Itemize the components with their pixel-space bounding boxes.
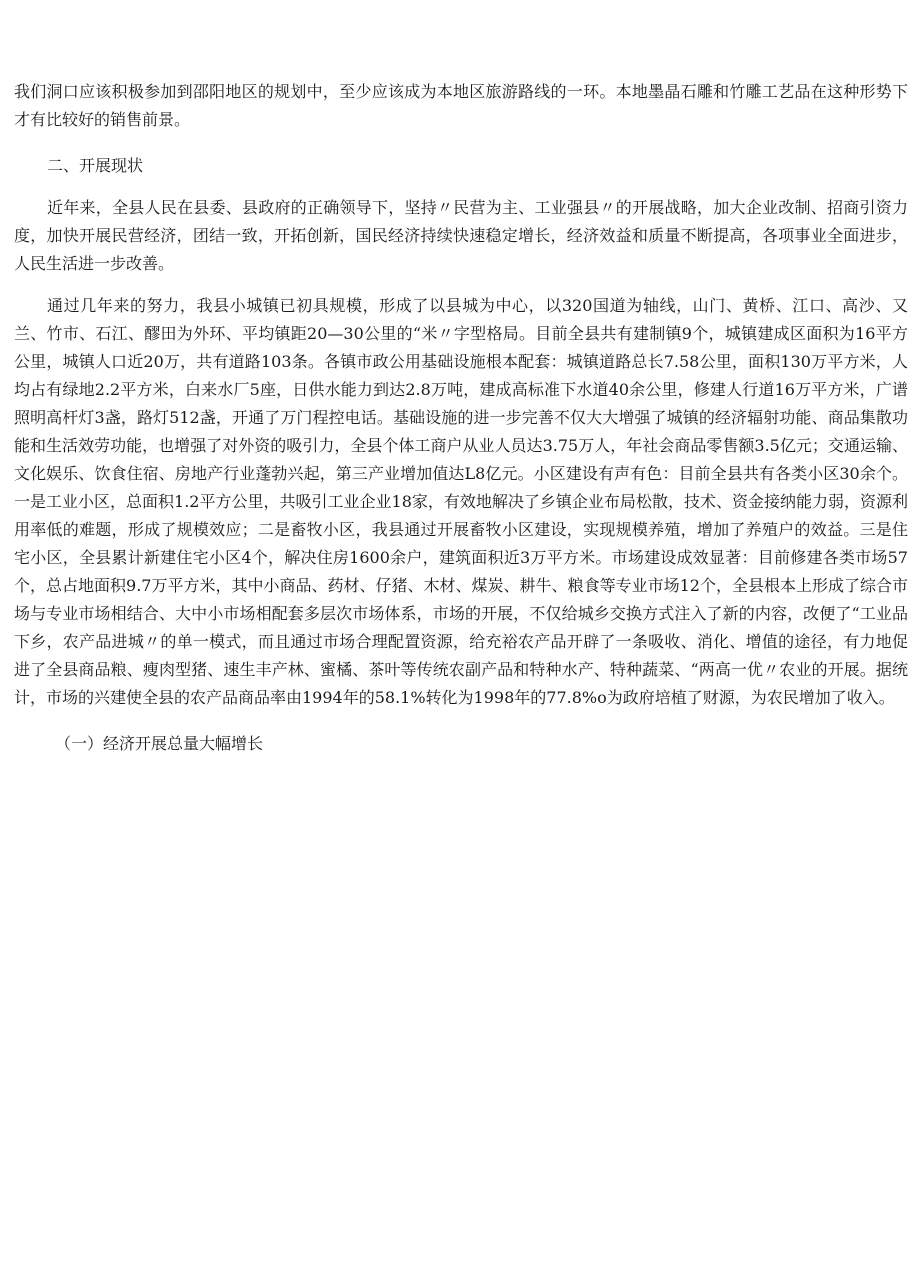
paragraph-town-development: 通过几年来的努力，我县小城镇已初具规模，形成了以县城为中心，以320国道为轴线，山门、黄桥、江口、高沙、又兰、竹市、石江、醪田为外环、平均镇距20—30公里的“米〃字型格局。目前全县共有建制镇9个，城镇建成区面积为16平方公里，城镇人口近20万，共有道路103条。各镇市政公用基础设施根本配套：城镇道路总长7.58公里，面积130万平方米，人均占有绿地2.2平方米，白来水厂5座，日供水能力到达2.8万吨，建成高标准下水道40余公里，修建人行道16万平方米，广谱照明高杆灯3盏，路灯512盏，开通了万门程控电话。基础设施的进一步完善不仅大大增强了城镇的经济辐射功能、商品集散功能和生活效劳功能，也增强了对外资的吸引力，全县个体工商户从业人员达3.75万人，年社会商品零售额3.5亿元；交通运输、文化娱乐、饮食住宿、房地产行业蓬勃兴起，第三产业增加值达L8亿元。小区建设有声有色：目前全县共有各类小区30余个。一是工业小区，总面积1.2平方公里，共吸引工业企业18家，有效地解决了乡镇企业布局松散，技术、资金接纳能力弱，资源利用率低的难题，形成了规模效应；二是畜牧小区，我县通过开展畜牧小区建设，实现规模养殖，增加了养殖户的效益。三是住宅小区，全县累计新建住宅小区4个，解决住房1600余户，建筑面积近3万平方米。市场建设成效显著：目前修建各类市场57个，总占地面积9.7万平方米，其中小商品、药材、仔猪、木材、煤炭、耕牛、粮食等专业市场12个，全县根本上形成了综合市场与专业市场相结合、大中小市场相配套多层次市场体系，市场的开展，不仅给城乡交换方式注入了新的内容，改便了“工业品下乡，农产品进城〃的单一模式，而且通过市场合理配置资源，给充裕农产品开辟了一条吸收、消化、增值的途径，有力地促进了全县商品粮、瘦肉型猪、速生丰产林、蜜橘、茶叶等传统农副产品和特种水产、特种蔬菜、“两高一优〃农业的开展。据统计，市场的兴建使全县的农产品商品率由1994年的58.1%转化为1998年的77.8%o为政府培植了财源，为农民增加了收入。 — [14, 296, 908, 707]
section-heading: 二、开展现状 — [47, 156, 144, 175]
paragraph-intro-tail: 我们洞口应该积极参加到邵阳地区的规划中，至少应该成为本地区旅游路线的一环。本地墨晶石雕和竹雕工艺品在这种形势下才有比较好的销售前景。 — [14, 82, 908, 129]
document-page — [14, 78, 908, 758]
subsection-heading: （一）经济开展总量大幅增长 — [55, 734, 264, 753]
paragraph-overview: 近年来，全县人民在县委、县政府的正确领导下，坚持〃民营为主、工业强县〃的开展战略，加大企业改制、招商引资力度，加快开展民营经济，团结一致，开拓创新，国民经济持续快速稳定增长，经济效益和质量不断提高，各项事业全面进步，人民生活进一步改善。 — [14, 198, 908, 273]
